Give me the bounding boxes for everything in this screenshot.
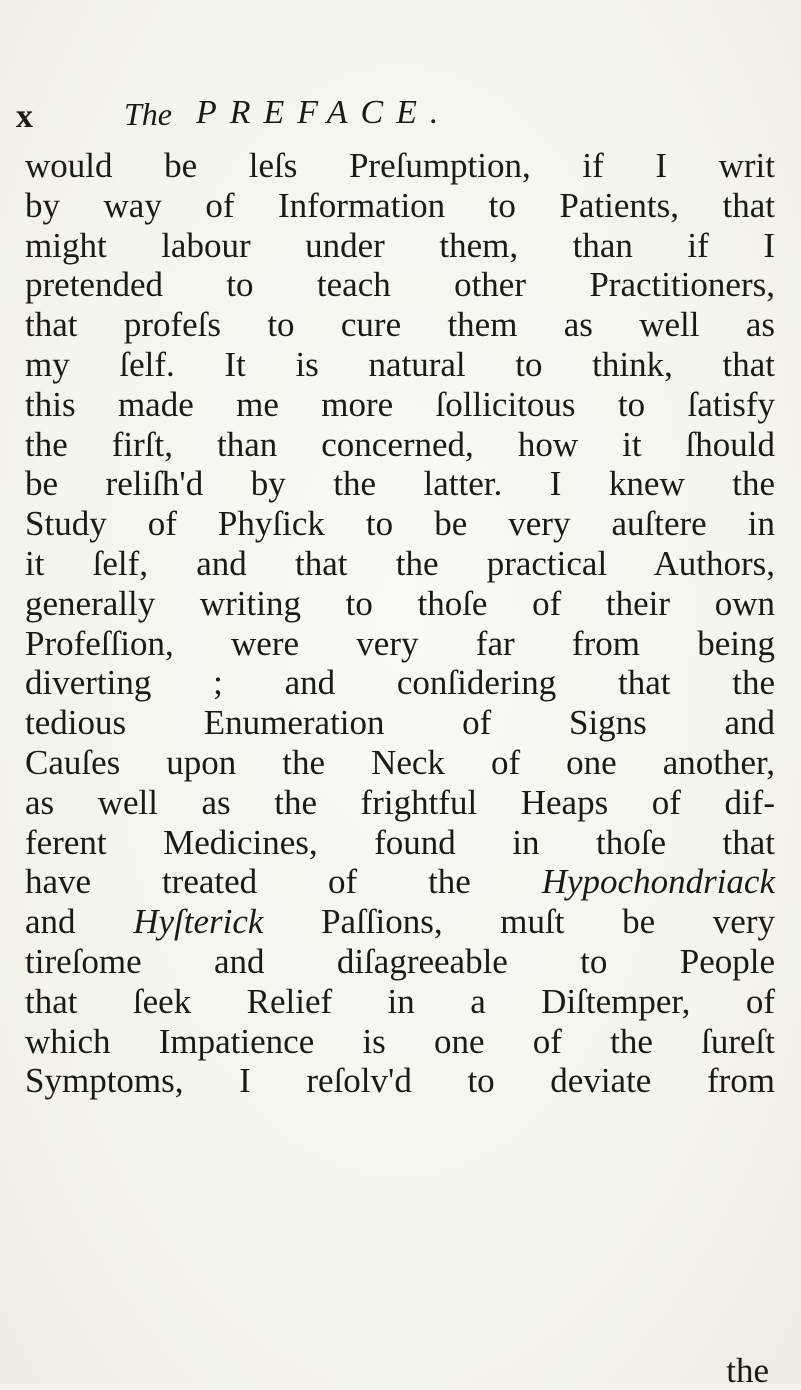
text-line: this made me more ſollicitous to ſatisfy	[25, 384, 775, 424]
text-line: tedious Enumeration of Signs and	[25, 703, 775, 743]
text-line: might labour under them, than if I	[25, 225, 775, 265]
running-head-prefix: The	[124, 96, 172, 132]
text-line: generally writing to thoſe of their own	[25, 583, 775, 623]
page-header	[16, 90, 776, 140]
text-line: Cauſes upon the Neck of one another,	[25, 742, 775, 782]
text-line: have treated of the Hypochondriack	[25, 862, 775, 902]
text-line: the firſt, than concerned, how it ſhould	[25, 424, 775, 464]
catchword: the	[726, 1351, 769, 1390]
text-line: it ſelf, and that the practical Authors,	[25, 543, 775, 583]
text-line: that profeſs to cure them as well as	[25, 305, 775, 345]
text-line: tireſome and diſagreeable to People	[25, 941, 775, 981]
text-line: would be leſs Preſumption, if I writ	[25, 146, 775, 185]
text-line: pretended to teach other Practitioners,	[25, 265, 775, 305]
italic-term: Hypochondriack	[541, 862, 775, 902]
text-line: which Impatience is one of the ſureſt	[25, 1021, 775, 1061]
text-line: Symptoms, I reſolv'd to deviate from	[25, 1061, 775, 1101]
body-text	[25, 146, 775, 1101]
running-head: PREFACE.	[196, 94, 452, 131]
text-line: as well as the frightful Heaps of dif-	[25, 782, 775, 822]
text-line: ferent Medicines, found in thoſe that	[25, 822, 775, 862]
italic-term: Hyſterick	[133, 902, 264, 942]
text-line: and Hyſterick Paſſions, muſt be very	[25, 902, 775, 942]
text-line: be reliſh'd by the latter. I knew the	[25, 464, 775, 504]
text-line: that ſeek Relief in a Diſtemper, of	[25, 981, 775, 1021]
text-line: Profeſſion, were very far from being	[25, 623, 775, 663]
text-line: diverting ; and conſidering that the	[25, 663, 775, 703]
text-line: Study of Phyſick to be very auſtere in	[25, 504, 775, 544]
page-number: x	[16, 98, 33, 135]
text-line: by way of Information to Patients, that	[25, 185, 775, 225]
text-line: my ſelf. It is natural to think, that	[25, 344, 775, 384]
